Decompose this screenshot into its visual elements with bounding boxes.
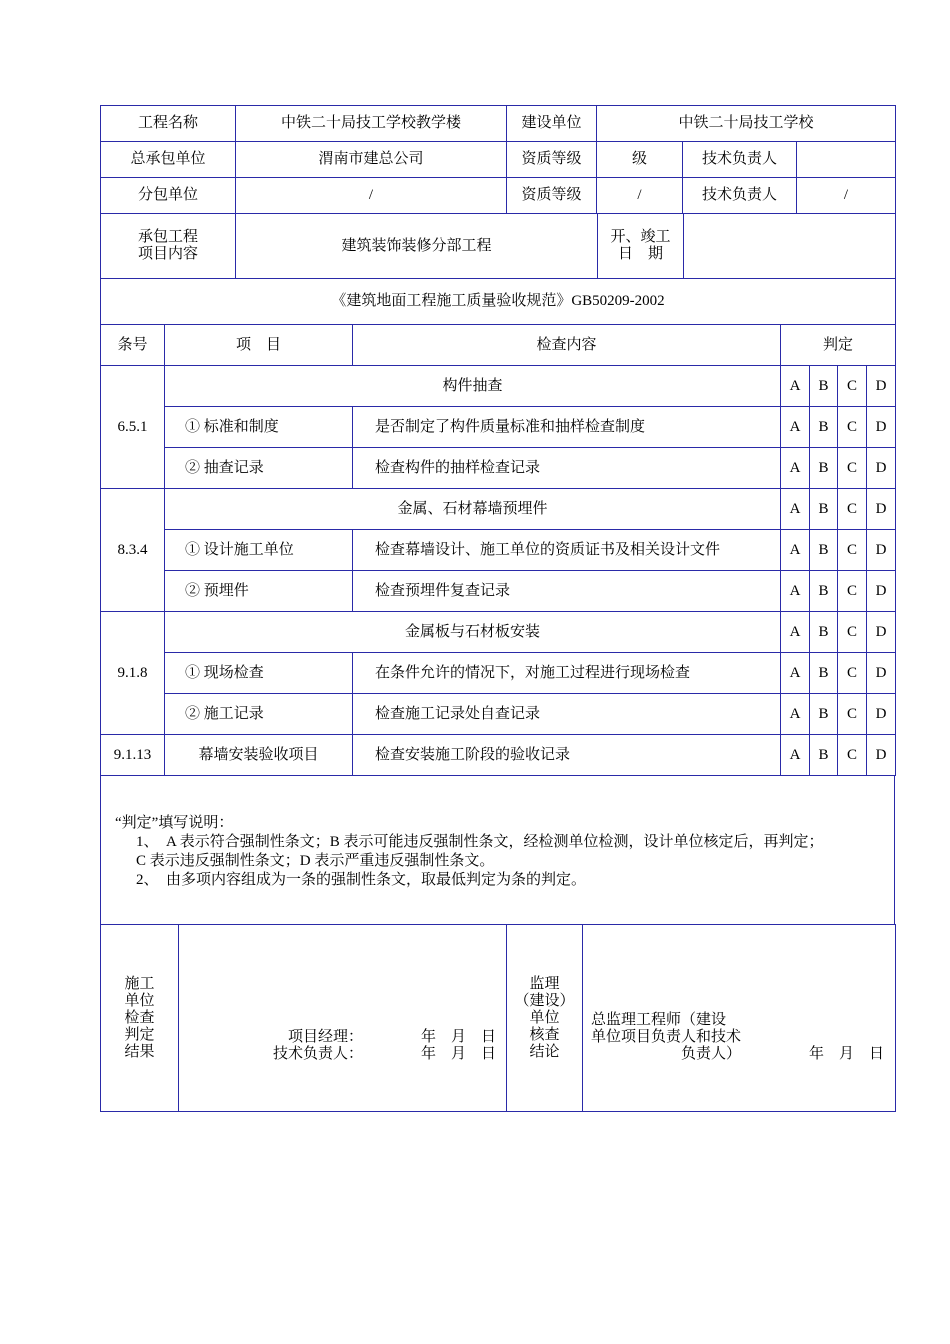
dates-label [598,214,684,279]
contractor-label-line: 单位 [124,992,155,1009]
contractor-signature-cell [179,925,507,1112]
grade-c[interactable]: C [838,530,867,571]
sub-qualification-label: 资质等级 [507,178,597,214]
sub-tech-lead-label: 技术负责人 [683,178,797,214]
supervisor-label-line: 核查 [529,1026,560,1043]
tech-lead-sign-label: 技术负责人： [272,1046,363,1062]
grade-a[interactable]: A [781,448,810,489]
grade-c[interactable]: C [838,407,867,448]
group-title: 金属板与石材板安装 [165,612,781,653]
grade-d[interactable]: D [867,448,896,489]
grade-b[interactable]: B [810,571,838,612]
project-manager-label: 项目经理： [287,1029,363,1045]
scope-label-line2: 项目内容 [137,246,198,262]
grade-d[interactable]: D [867,653,896,694]
project-name-value: 中铁二十局技工学校教学楼 [236,106,507,142]
contractor-label-line: 结果 [124,1043,155,1060]
grade-d[interactable]: D [867,571,896,612]
item-label: ① 现场检查 [165,653,353,694]
supervisor-signature-cell [583,925,896,1112]
dates-label-line1: 开、竣工 [610,229,671,245]
grade-d[interactable]: D [867,694,896,735]
header-clause: 条号 [101,325,165,366]
grade-a[interactable]: A [781,366,810,407]
grade-d[interactable]: D [867,366,896,407]
check-content: 是否制定了构件质量标准和抽样检查制度 [353,407,781,448]
chief-date: 年 月 日 [809,1046,885,1062]
grade-d[interactable]: D [867,735,896,776]
grade-a[interactable]: A [781,694,810,735]
grade-a[interactable]: A [781,489,810,530]
subcontractor-value: / [236,178,507,214]
item-label: ② 预埋件 [165,571,353,612]
header-item: 项 目 [165,325,353,366]
item-label: 幕墙安装验收项目 [165,735,353,776]
item-label: ① 标准和制度 [165,407,353,448]
supervisor-label-line: 结论 [529,1043,560,1060]
check-content: 检查构件的抽样检查记录 [353,448,781,489]
contractor-label-line: 施工 [124,975,155,992]
project-info-table [100,105,896,214]
scope-label-line1: 承包工程 [137,229,198,245]
chief-supervisor-line2: 单位项目负责人和技术 [591,1029,742,1045]
general-contractor-value: 渭南市建总公司 [236,142,507,178]
grade-c[interactable]: C [838,612,867,653]
checklist-table [100,324,896,776]
grade-d[interactable]: D [867,407,896,448]
grade-c[interactable]: C [838,653,867,694]
dates-value [684,214,896,279]
header-judgement: 判定 [781,325,896,366]
qualification-label: 资质等级 [507,142,597,178]
clause-number: 8.3.4 [101,489,165,612]
grade-a[interactable]: A [781,571,810,612]
item-label: ② 抽查记录 [165,448,353,489]
sub-tech-lead-value: / [797,178,896,214]
item-label: ① 设计施工单位 [165,530,353,571]
scope-value: 建筑装饰装修分部工程 [236,214,598,279]
dates-label-line2: 日 期 [617,246,663,262]
supervisor-label-line: 监理 [529,975,560,992]
notes-title: “判定”填写说明： [115,815,234,831]
grade-c[interactable]: C [838,694,867,735]
notes-line-1: 1、 A 表示符合强制性条文；B 表示可能违反强制性条文，经检测单位检测，设计单位核定后，再判定； [136,834,824,850]
grade-c[interactable]: C [838,571,867,612]
subcontractor-label: 分包单位 [101,178,236,214]
check-content: 检查施工记录处自查记录 [353,694,781,735]
judgement-notes [100,776,895,925]
grade-a[interactable]: A [781,735,810,776]
chief-supervisor-line1: 总监理工程师（建设 [591,1012,727,1028]
grade-a[interactable]: A [781,612,810,653]
check-content: 在条件允许的情况下，对施工过程进行现场检查 [353,653,781,694]
grade-c[interactable]: C [838,489,867,530]
item-label: ② 施工记录 [165,694,353,735]
grade-b[interactable]: B [810,735,838,776]
grade-a[interactable]: A [781,653,810,694]
contractor-result-label [101,925,179,1112]
pm-date: 年 月 日 [421,1029,497,1045]
clause-number: 9.1.13 [101,735,165,776]
signoff-table [100,924,896,1112]
tech-lead-label: 技术负责人 [683,142,797,178]
sub-qualification-value: / [597,178,683,214]
notes-line-1-cont: C 表示违反强制性条文；D 表示严重违反强制性条文。 [136,853,495,869]
contractor-label-line: 检查 [124,1009,155,1026]
grade-c[interactable]: C [838,448,867,489]
grade-a[interactable]: A [781,407,810,448]
standard-title: 《建筑地面工程施工质量验收规范》GB50209-2002 [101,279,896,325]
grade-b[interactable]: B [810,653,838,694]
tech-date: 年 月 日 [421,1046,497,1062]
grade-b[interactable]: B [810,448,838,489]
inspection-form [100,105,895,1112]
grade-c[interactable]: C [838,735,867,776]
general-tech-lead-value [797,142,896,178]
grade-b[interactable]: B [810,612,838,653]
scope-table [100,213,896,325]
chief-supervisor-line3: 负责人） [681,1046,742,1062]
grade-c[interactable]: C [838,366,867,407]
notes-line-2: 2、 由多项内容组成为一条的强制性条文，取最低判定为条的判定。 [136,872,587,888]
grade-d[interactable]: D [867,530,896,571]
grade-b[interactable]: B [810,530,838,571]
supervisor-label-line: （建设） [514,992,575,1009]
check-content: 检查预埋件复查记录 [353,571,781,612]
group-title: 金属、石材幕墙预埋件 [165,489,781,530]
project-name-label: 工程名称 [101,106,236,142]
clause-number: 9.1.8 [101,612,165,735]
clause-number: 6.5.1 [101,366,165,489]
grade-d[interactable]: D [867,612,896,653]
grade-b[interactable]: B [810,407,838,448]
grade-a[interactable]: A [781,530,810,571]
group-title: 构件抽查 [165,366,781,407]
scope-label [101,214,236,279]
grade-b[interactable]: B [810,694,838,735]
builder-value: 中铁二十局技工学校 [597,106,896,142]
check-content: 检查安装施工阶段的验收记录 [353,735,781,776]
supervisor-label-line: 单位 [529,1009,560,1026]
header-content: 检查内容 [353,325,781,366]
grade-b[interactable]: B [810,366,838,407]
supervisor-result-label [507,925,583,1112]
general-contractor-label: 总承包单位 [101,142,236,178]
grade-b[interactable]: B [810,489,838,530]
contractor-label-line: 判定 [124,1026,155,1043]
check-content: 检查幕墙设计、施工单位的资质证书及相关设计文件 [353,530,781,571]
builder-label: 建设单位 [507,106,597,142]
general-qualification-value: 级 [597,142,683,178]
grade-d[interactable]: D [867,489,896,530]
